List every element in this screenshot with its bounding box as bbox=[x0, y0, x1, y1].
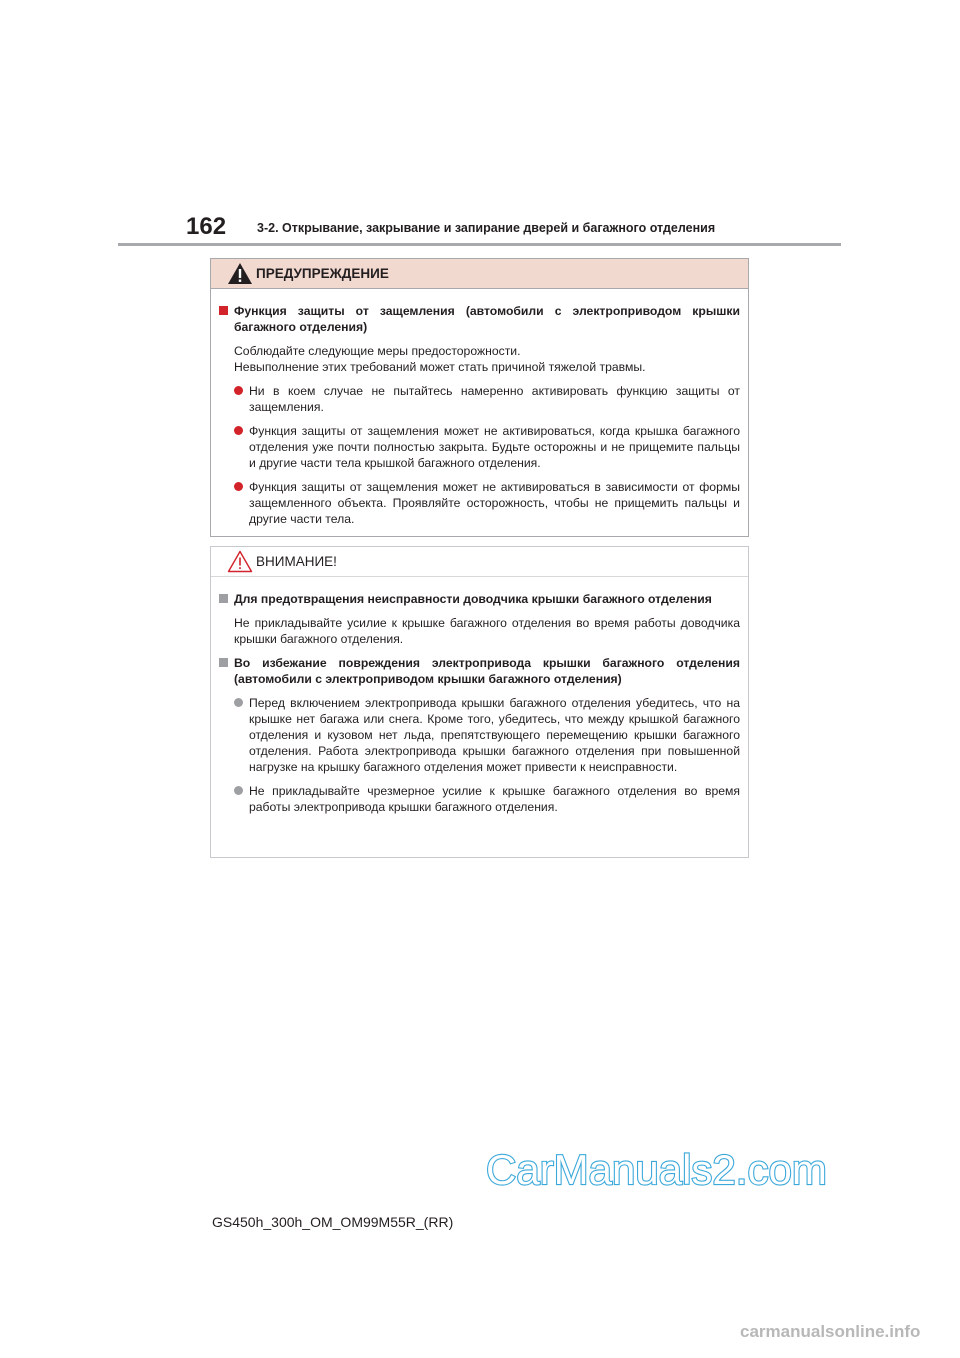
square-bullet-icon bbox=[219, 594, 228, 603]
warning-intro-line: Соблюдайте следующие меры предосторожности. bbox=[234, 344, 521, 358]
list-item-text: Функция защиты от защемления может не активироваться в зависимости от формы защемленного объекта. Проявляйте осторожность, чтобы не прищемить пальцы и другие части тела. bbox=[249, 480, 740, 526]
header-divider bbox=[118, 243, 841, 246]
square-bullet-icon bbox=[219, 658, 228, 667]
page-number: 162 bbox=[186, 213, 227, 240]
warning-triangle-icon bbox=[227, 262, 253, 285]
round-bullet-icon bbox=[234, 482, 243, 491]
warning-section bbox=[219, 303, 740, 335]
warning-section-heading: Функция защиты от защемления (автомобили с электроприводом крышки багажного отделения) bbox=[234, 304, 740, 334]
notice-section-heading: Во избежание повреждения электропривода крышки багажного отделения (автомобили с электроприводом крышки багажного отделения) bbox=[234, 656, 740, 686]
notice-section-heading: Для предотвращения неисправности доводчика крышки багажного отделения bbox=[234, 592, 712, 606]
list-item-text: Перед включением электропривода крышки багажного отделения убедитесь, что на крышке нет багажа или снега. Кроме того, убедитесь, что между крышкой багажного отделения и кузовом нет льда, препятствующего перемещению крышки багажного отделения. Работа электропривода крышки багажного отделения при повышенной нагрузке на крышку багажного отделения может привести к неисправности. bbox=[249, 696, 740, 774]
carmanuals-watermark bbox=[482, 1140, 827, 1196]
warning-box-body bbox=[211, 289, 748, 527]
watermark-text: CarManuals2.com bbox=[486, 1146, 827, 1193]
round-bullet-icon bbox=[234, 386, 243, 395]
list-item-text: Функция защиты от защемления может не активироваться, когда крышка багажного отделения уже почти полностью закрыта. Будьте осторожны и не прищемите пальцы и другие части тела крышкой багажного отделения. bbox=[249, 424, 740, 470]
warning-box-header bbox=[211, 259, 748, 289]
round-bullet-icon bbox=[234, 426, 243, 435]
notice-box-body bbox=[211, 577, 748, 815]
notice-box bbox=[210, 546, 749, 858]
warning-intro-line: Невыполнение этих требований может стать причиной тяжелой травмы. bbox=[234, 360, 646, 374]
notice-box-header bbox=[211, 547, 748, 577]
page-header bbox=[0, 0, 960, 250]
warning-box bbox=[210, 258, 749, 537]
notice-section bbox=[219, 591, 740, 607]
list-item bbox=[234, 479, 740, 527]
list-item-text: Ни в коем случае не пытайтесь намеренно активировать функцию защиты от защемления. bbox=[249, 384, 740, 414]
list-item bbox=[234, 695, 740, 775]
notice-section-text: Не прикладывайте усилие к крышке багажного отделения во время работы доводчика крышки багажного отделения. bbox=[234, 616, 740, 646]
notice-section bbox=[219, 655, 740, 687]
list-item bbox=[234, 383, 740, 415]
list-item bbox=[234, 783, 740, 815]
warning-box-title: ПРЕДУПРЕЖДЕНИЕ bbox=[256, 266, 389, 281]
warning-intro bbox=[234, 343, 740, 375]
round-bullet-icon bbox=[234, 786, 243, 795]
round-bullet-icon bbox=[234, 698, 243, 707]
list-item bbox=[234, 423, 740, 471]
square-bullet-icon bbox=[219, 306, 228, 315]
section-title: 3-2. Открывание, закрывание и запирание дверей и багажного отделения bbox=[257, 221, 716, 235]
caution-triangle-outline-icon bbox=[227, 550, 253, 573]
list-item-text: Не прикладывайте чрезмерное усилие к крышке багажного отделения во время работы электропривода крышки багажного отделения. bbox=[249, 784, 740, 814]
document-code: GS450h_300h_OM_OM99M55R_(RR) bbox=[212, 1214, 454, 1230]
notice-box-title: ВНИМАНИЕ! bbox=[256, 554, 337, 569]
site-watermark: carmanualsonline.info bbox=[740, 1322, 921, 1341]
